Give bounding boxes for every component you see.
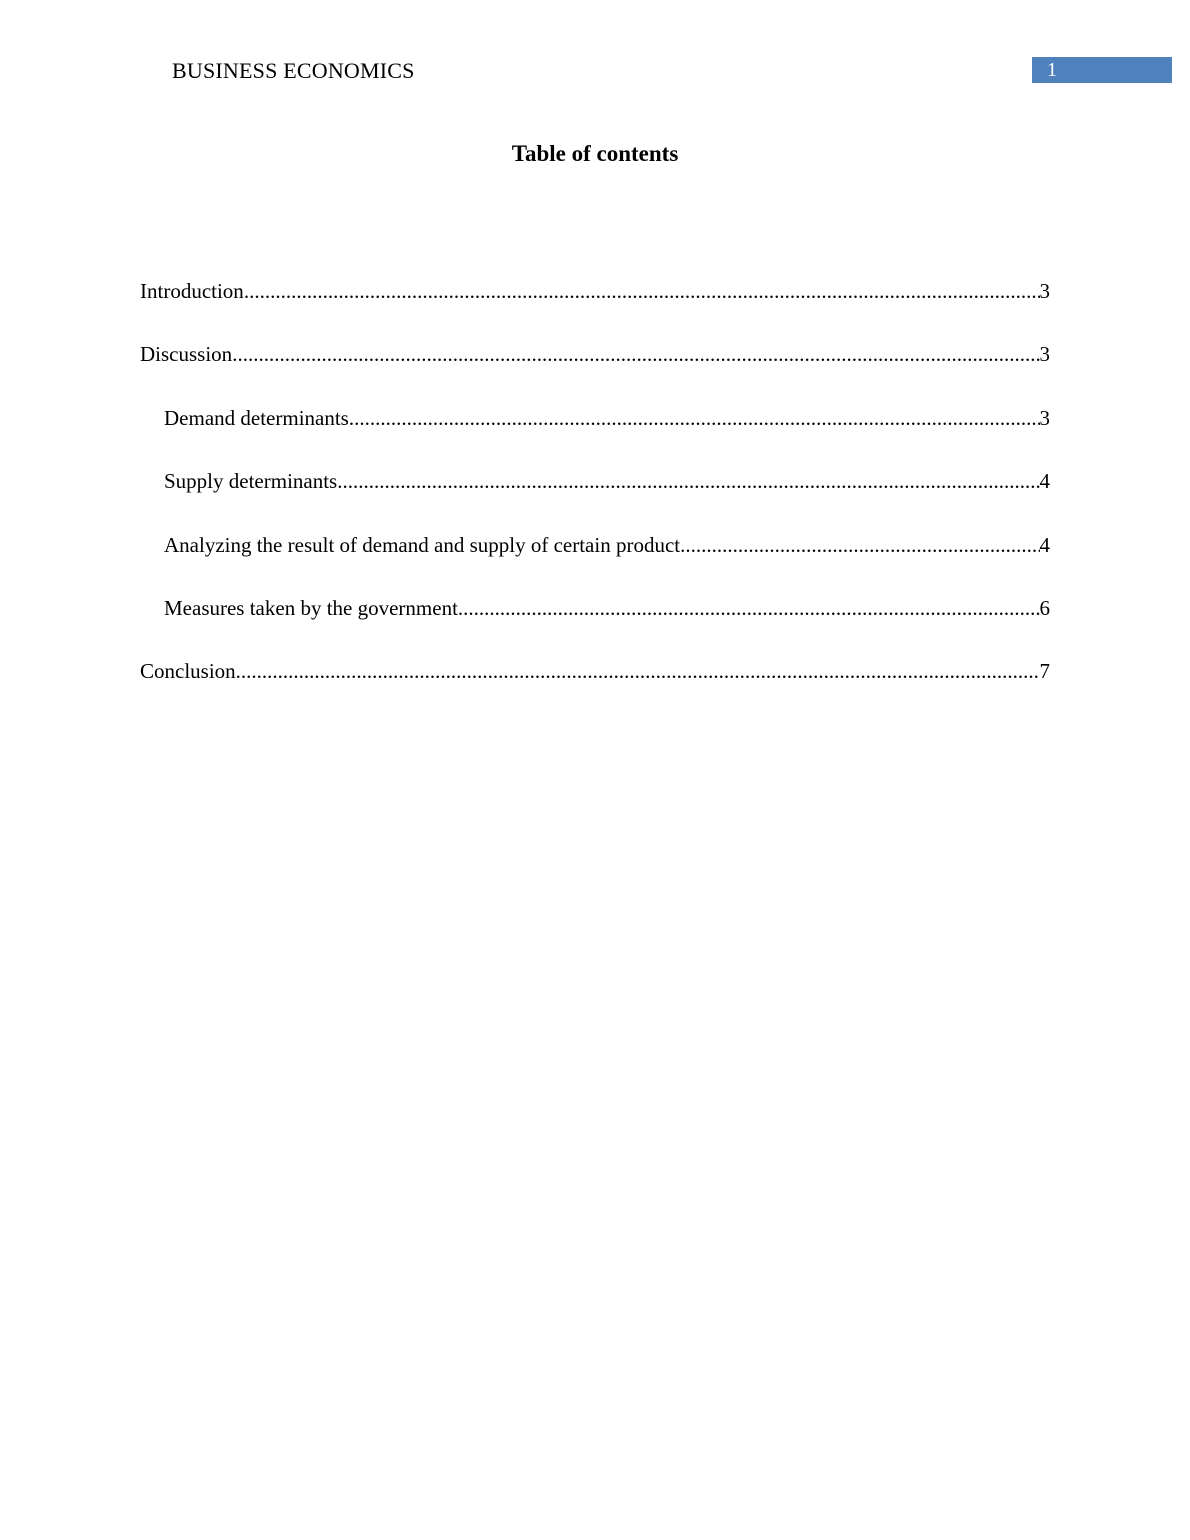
toc-entry-page: 3 (1039, 342, 1050, 367)
toc-entry-introduction[interactable] (140, 276, 1050, 339)
toc-entry-analyzing-result[interactable] (140, 530, 1050, 593)
toc-dot-leader (680, 530, 1039, 560)
toc-entry-text: Demand determinants (164, 405, 349, 430)
page-number-box (1032, 57, 1172, 83)
toc-dot-leader (337, 466, 1039, 496)
toc-entry-page: 4 (1039, 532, 1050, 557)
toc-entry-text: Discussion (140, 342, 233, 367)
toc-list (140, 276, 1050, 720)
toc-dot-leader (244, 276, 1040, 306)
toc-entry-page: 4 (1039, 469, 1050, 494)
page-number: 1 (1047, 59, 1057, 81)
toc-dot-leader (236, 656, 1040, 686)
toc-entry-text: Analyzing the result of demand and supply of certain product (164, 532, 681, 557)
toc-entry-page: 3 (1039, 405, 1050, 430)
toc-entry-supply-determinants[interactable] (140, 466, 1050, 529)
toc-entry-text: Conclusion (140, 659, 236, 684)
toc-dot-leader (232, 339, 1039, 369)
toc-entry-discussion[interactable] (140, 339, 1050, 402)
toc-dot-leader (458, 593, 1040, 623)
toc-entry-page: 7 (1039, 659, 1050, 684)
toc-entry-page: 3 (1039, 279, 1050, 303)
toc-title: Table of contents (511, 141, 679, 166)
toc-entry-page: 6 (1039, 595, 1050, 620)
toc-entry-demand-determinants[interactable] (140, 403, 1050, 466)
toc-dot-leader (349, 403, 1040, 433)
toc-entry-text: Introduction (140, 279, 244, 303)
toc-entry-text: Measures taken by the government (164, 595, 458, 620)
toc-entry-conclusion[interactable] (140, 656, 1050, 719)
running-head: BUSINESS ECONOMICS (172, 58, 415, 83)
toc-entry-text: Supply determinants (164, 469, 338, 494)
toc-entry-government-measures[interactable] (140, 593, 1050, 656)
